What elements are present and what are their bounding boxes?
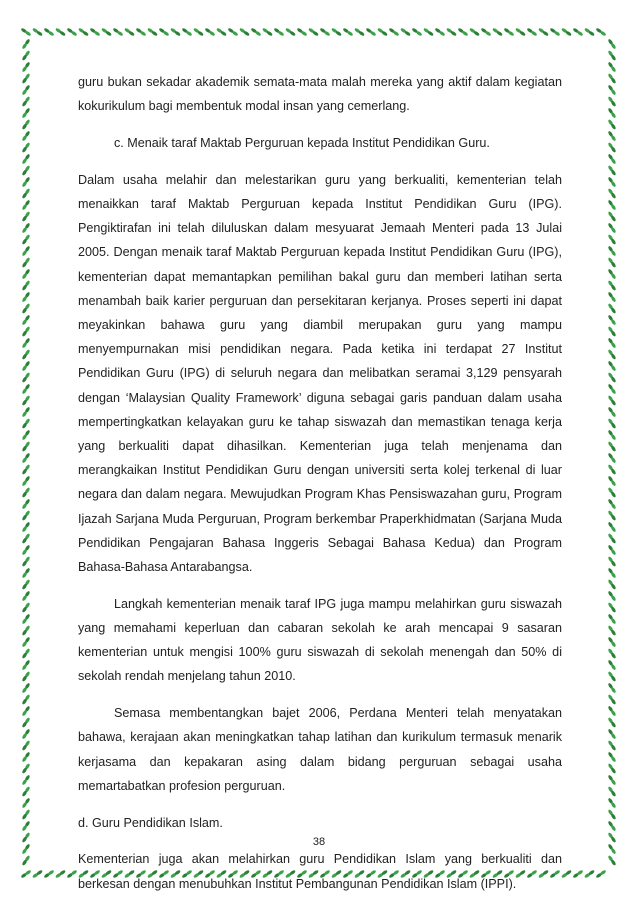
- leaf-ornament: [607, 521, 616, 532]
- leaf-ornament: [21, 579, 30, 590]
- leaf-ornament: [549, 27, 560, 36]
- leaf-ornament: [21, 498, 30, 509]
- leaf-ornament: [423, 27, 434, 36]
- leaf-ornament: [607, 728, 616, 739]
- leaf-ornament: [607, 567, 616, 578]
- leaf-ornament: [607, 694, 616, 705]
- leaf-ornament: [21, 372, 30, 383]
- leaf-ornament: [607, 326, 616, 337]
- leaf-ornament: [607, 740, 616, 751]
- leaf-ornament: [607, 337, 616, 348]
- leaf-ornament: [21, 556, 30, 567]
- leaf-ornament: [21, 774, 30, 785]
- leaf-ornament: [607, 487, 616, 498]
- leaf-ornament: [607, 199, 616, 210]
- leaf-ornament: [515, 27, 526, 36]
- leaf-ornament: [262, 27, 273, 36]
- leaf-ornament: [607, 303, 616, 314]
- leaf-ornament: [55, 27, 66, 36]
- leaf-ornament: [21, 567, 30, 578]
- leaf-ornament: [607, 61, 616, 72]
- leaf-ornament: [607, 372, 616, 383]
- leaf-ornament: [607, 245, 616, 256]
- leaf-ornament: [607, 222, 616, 233]
- leaf-ornament: [216, 27, 227, 36]
- leaf-ornament: [607, 533, 616, 544]
- leaf-ornament: [607, 291, 616, 302]
- leaf-ornament: [21, 464, 30, 475]
- leaf-ornament: [21, 349, 30, 360]
- leaf-ornament: [21, 130, 30, 141]
- leaf-ornament: [21, 38, 30, 49]
- leaf-ornament: [607, 257, 616, 268]
- leaf-ornament: [21, 406, 30, 417]
- leaf-ornament: [21, 820, 30, 831]
- leaf-ornament: [135, 27, 146, 36]
- leaf-ornament: [607, 153, 616, 164]
- leaf-ornament: [607, 809, 616, 820]
- leaf-ornament: [607, 107, 616, 118]
- leaf-ornament: [21, 326, 30, 337]
- page-body: [78, 70, 562, 908]
- leaf-ornament: [607, 349, 616, 360]
- leaf-ornament: [21, 694, 30, 705]
- leaf-ornament: [607, 176, 616, 187]
- leaf-ornament: [607, 855, 616, 866]
- leaf-ornament: [331, 27, 342, 36]
- leaf-ornament: [21, 280, 30, 291]
- leaf-ornament: [607, 314, 616, 325]
- leaf-ornament: [538, 27, 549, 36]
- leaf-ornament: [21, 211, 30, 222]
- leaf-ornament: [607, 636, 616, 647]
- leaf-ornament: [273, 27, 284, 36]
- leaf-ornament: [21, 797, 30, 808]
- leaf-ornament: [457, 27, 468, 36]
- leaf-ornament: [21, 441, 30, 452]
- leaf-ornament: [21, 257, 30, 268]
- leaf-ornament: [21, 176, 30, 187]
- leaf-ornament: [607, 234, 616, 245]
- leaf-ornament: [607, 96, 616, 107]
- leaf-ornament: [607, 73, 616, 84]
- heading-d: d. Guru Pendidikan Islam.: [78, 815, 223, 830]
- leaf-ornament: [21, 73, 30, 84]
- leaf-ornament: [561, 869, 572, 878]
- leaf-ornament: [607, 142, 616, 153]
- leaf-ornament: [526, 27, 537, 36]
- heading-c: c. Menaik taraf Maktab Perguruan kepada Institut Pendidikan Guru.: [114, 136, 490, 150]
- leaf-ornament: [101, 27, 112, 36]
- leaf-ornament: [21, 199, 30, 210]
- leaf-ornament: [607, 360, 616, 371]
- leaf-ornament: [607, 510, 616, 521]
- leaf-ornament: [607, 452, 616, 463]
- leaf-ornament: [193, 27, 204, 36]
- leaf-ornament: [21, 395, 30, 406]
- leaf-ornament: [607, 441, 616, 452]
- leaf-ornament: [21, 533, 30, 544]
- leaf-ornament: [308, 27, 319, 36]
- leaf-ornament: [319, 27, 330, 36]
- leaf-ornament: [492, 27, 503, 36]
- leaf-ornament: [607, 406, 616, 417]
- leaf-ornament: [365, 27, 376, 36]
- leaf-ornament: [158, 27, 169, 36]
- paragraph-bajet: Semasa membentangkan bajet 2006, Perdana Menteri telah menyatakan bahawa, kerajaan akan meningkatkan tahap latihan dan kurikulum termasuk menarik kerjasama dan kepakaran asing dalam bidang perguruan sebagai usaha memartabatkan profesion perguruan.: [78, 706, 562, 793]
- leaf-ornament: [21, 234, 30, 245]
- leaf-ornament: [21, 705, 30, 716]
- leaf-ornament: [21, 119, 30, 130]
- leaf-ornament: [607, 268, 616, 279]
- leaf-ornament: [21, 222, 30, 233]
- leaf-ornament: [21, 740, 30, 751]
- leaf-ornament: [607, 475, 616, 486]
- leaf-ornament: [21, 268, 30, 279]
- leaf-ornament: [21, 303, 30, 314]
- leaf-ornament: [32, 27, 43, 36]
- paragraph-ipg: Dalam usaha melahir dan melestarikan guru yang berkualiti, kementerian telah menaikkan taraf Maktab Perguruan kepada Institut Pendidikan Guru (IPG). Pengiktirafan ini telah diluluskan dalam mesyuarat Jemaah Menteri pada 13 Julai 2005. Dengan menaik taraf Maktab Perguruan kepada Institut Pendidikan Guru (IPG), kementerian dapat memantapkan pemilihan bakal guru dan memberi latihan serta menambah baik karier perguruan dan persekitaran kerjanya. Proses seperti ini dapat meyakinkan bahawa guru yang diambil merupakan guru yang mampu menyempurnakan misi pendidikan negara. Pada ketika ini terdapat 27 Institut Pendidikan Guru (IPG) di seluruh negara dan melibatkan seramai 3,129 pensyarah dengan ‘Malaysian Quality Framework’ diguna sebagai garis panduan dalam usaha mempertingkatkan kelayakan guru ke tahap siswazah dan memastikan tenaga kerja yang berkualiti dapat dihasilkan. Kementerian juga telah menjenama dan merangkaikan Institut Pendidikan Guru dengan universiti serta kolej terkenal di luar negara dan dalam negara. Mewujudkan Program Khas Pensiswazahan guru, Program Ijazah Sarjana Muda Perguruan, Program berkembar Praperkhidmatan (Sarjana Muda Pendidikan Pengajaran Bahasa Inggeris Sebagai Bahasa Kedua) dan Program Bahasa-Bahasa Antarabangsa.: [78, 172, 562, 575]
- leaf-ornament: [43, 27, 54, 36]
- leaf-ornament: [480, 27, 491, 36]
- leaf-ornament: [607, 659, 616, 670]
- leaf-ornament: [21, 636, 30, 647]
- paragraph-langkah: Langkah kementerian menaik taraf IPG juga mampu melahirkan guru siswazah yang memahami keperluan dan cabaran sekolah ke arah mencapai 9 sasaran kementerian untuk mengisi 100% guru siswazah di sekolah menengah dan 50% di sekolah rendah menjelang tahun 2010.: [78, 596, 562, 684]
- leaf-ornament: [66, 27, 77, 36]
- leaf-ornament: [388, 27, 399, 36]
- leaf-ornament: [607, 498, 616, 509]
- leaf-ornament: [21, 314, 30, 325]
- leaf-ornament: [21, 61, 30, 72]
- leaf-ornament: [21, 613, 30, 624]
- leaf-ornament: [607, 119, 616, 130]
- leaf-ornament: [66, 869, 77, 878]
- leaf-ornament: [607, 556, 616, 567]
- leaf-ornament: [21, 682, 30, 693]
- leaf-ornament: [607, 395, 616, 406]
- leaf-ornament: [607, 797, 616, 808]
- leaf-ornament: [112, 27, 123, 36]
- leaf-ornament: [21, 418, 30, 429]
- leaf-ornament: [607, 751, 616, 762]
- leaf-ornament: [607, 418, 616, 429]
- leaf-ornament: [21, 510, 30, 521]
- leaf-ornament: [607, 602, 616, 613]
- leaf-ornament: [607, 211, 616, 222]
- leaf-ornament: [21, 671, 30, 682]
- leaf-ornament: [607, 50, 616, 61]
- leaf-ornament: [21, 809, 30, 820]
- leaf-ornament: [21, 521, 30, 532]
- leaf-ornament: [21, 763, 30, 774]
- page-number: 38: [312, 836, 326, 848]
- leaf-ornament: [607, 786, 616, 797]
- leaf-ornament: [607, 820, 616, 831]
- leaf-ornament: [21, 487, 30, 498]
- leaf-ornament: [21, 165, 30, 176]
- leaf-ornament: [469, 27, 480, 36]
- leaf-ornament: [204, 27, 215, 36]
- leaf-ornament: [607, 429, 616, 440]
- leaf-ornament: [342, 27, 353, 36]
- leaf-ornament: [400, 27, 411, 36]
- leaf-ornament: [20, 27, 31, 36]
- leaf-ornament: [434, 27, 445, 36]
- leaf-ornament: [607, 590, 616, 601]
- leaf-ornament: [43, 869, 54, 878]
- leaf-ornament: [607, 774, 616, 785]
- leaf-ornament: [124, 27, 135, 36]
- leaf-ornament: [21, 625, 30, 636]
- leaf-ornament: [607, 544, 616, 555]
- leaf-ornament: [32, 869, 43, 878]
- leaf-ornament: [239, 27, 250, 36]
- leaf-ornament: [21, 602, 30, 613]
- leaf-ornament: [607, 84, 616, 95]
- leaf-ornament: [170, 27, 181, 36]
- leaf-ornament: [21, 786, 30, 797]
- leaf-ornament: [227, 27, 238, 36]
- leaf-ornament: [607, 763, 616, 774]
- leaf-ornament: [21, 452, 30, 463]
- leaf-ornament: [21, 337, 30, 348]
- leaf-ornament: [607, 682, 616, 693]
- leaf-ornament: [21, 96, 30, 107]
- leaf-ornament: [55, 869, 66, 878]
- leaf-ornament: [584, 869, 595, 878]
- leaf-ornament: [607, 671, 616, 682]
- leaf-ornament: [595, 869, 606, 878]
- leaf-ornament: [607, 705, 616, 716]
- leaf-ornament: [147, 27, 158, 36]
- leaf-ornament: [572, 27, 583, 36]
- leaf-ornament: [21, 360, 30, 371]
- leaf-ornament: [607, 165, 616, 176]
- leaf-ornament: [21, 544, 30, 555]
- leaf-ornament: [607, 280, 616, 291]
- leaf-ornament: [446, 27, 457, 36]
- leaf-ornament: [21, 142, 30, 153]
- leaf-ornament: [21, 659, 30, 670]
- leaf-ornament: [21, 291, 30, 302]
- leaf-ornament: [607, 625, 616, 636]
- leaf-ornament: [607, 613, 616, 624]
- leaf-ornament: [561, 27, 572, 36]
- leaf-ornament: [607, 188, 616, 199]
- leaf-ornament: [181, 27, 192, 36]
- leaf-ornament: [21, 728, 30, 739]
- leaf-ornament: [607, 717, 616, 728]
- leaf-ornament: [21, 751, 30, 762]
- leaf-ornament: [296, 27, 307, 36]
- leaf-ornament: [21, 429, 30, 440]
- leaf-ornament: [411, 27, 422, 36]
- leaf-ornament: [607, 464, 616, 475]
- leaf-ornament: [78, 27, 89, 36]
- leaf-ornament: [21, 383, 30, 394]
- leaf-ornament: [607, 648, 616, 659]
- leaf-ornament: [21, 50, 30, 61]
- leaf-ornament: [377, 27, 388, 36]
- leaf-ornament: [607, 579, 616, 590]
- leaf-ornament: [21, 717, 30, 728]
- leaf-ornament: [21, 648, 30, 659]
- leaf-ornament: [21, 84, 30, 95]
- leaf-ornament: [21, 590, 30, 601]
- leaf-ornament: [584, 27, 595, 36]
- paragraph-continuation: guru bukan sekadar akademik semata-mata malah mereka yang aktif dalam kegiatan kokurikulum bagi membentuk modal insan yang cemerlang.: [78, 75, 562, 114]
- leaf-ornament: [21, 245, 30, 256]
- leaf-ornament: [607, 383, 616, 394]
- leaf-ornament: [503, 27, 514, 36]
- leaf-ornament: [20, 869, 31, 878]
- leaf-ornament: [21, 855, 30, 866]
- leaf-ornament: [21, 153, 30, 164]
- leaf-ornament: [21, 475, 30, 486]
- leaf-ornament: [354, 27, 365, 36]
- leaf-ornament: [285, 27, 296, 36]
- leaf-ornament: [89, 27, 100, 36]
- paragraph-ippi: Kementerian juga akan melahirkan guru Pendidikan Islam yang berkualiti dan berkesan dengan menubuhkan Institut Pembangunan Pendidikan Islam (IPPI).: [78, 852, 562, 891]
- leaf-ornament: [21, 107, 30, 118]
- leaf-ornament: [607, 130, 616, 141]
- leaf-ornament: [250, 27, 261, 36]
- leaf-ornament: [607, 38, 616, 49]
- leaf-ornament: [572, 869, 583, 878]
- leaf-ornament: [595, 27, 606, 36]
- leaf-ornament: [21, 188, 30, 199]
